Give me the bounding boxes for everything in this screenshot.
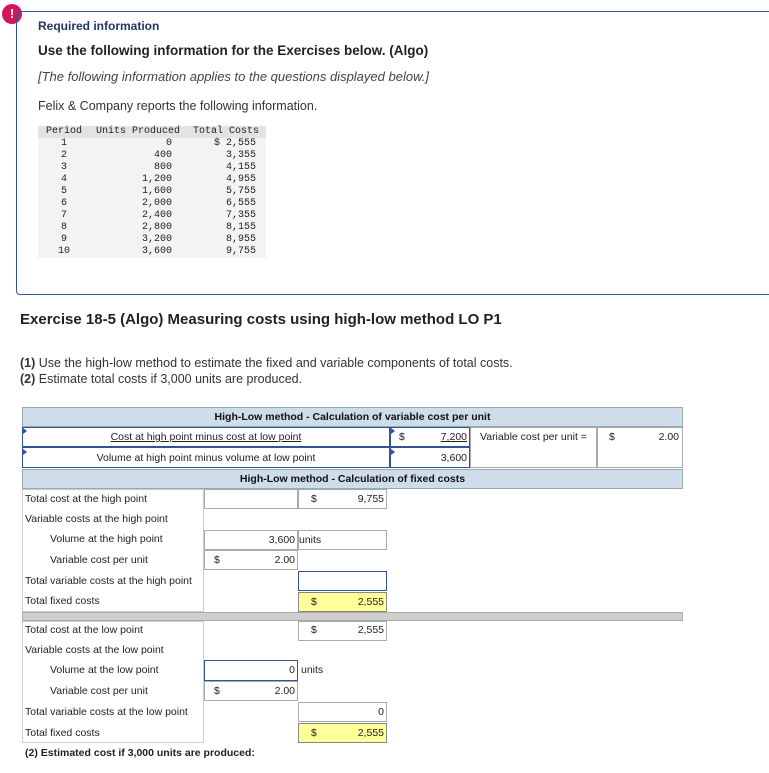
info-text: Felix & Company reports the following information. bbox=[38, 99, 318, 113]
high-volume-label: Volume at the high point bbox=[50, 533, 163, 545]
low-total-cost-dollar: $ bbox=[311, 624, 317, 636]
high-vcpu-value: 2.00 bbox=[274, 554, 295, 566]
cell-units: 800 bbox=[90, 162, 186, 174]
header-period: Period bbox=[38, 126, 90, 138]
volume-difference-label: Volume at high point minus volume at low point bbox=[96, 452, 316, 464]
table-row bbox=[38, 138, 266, 150]
table-row bbox=[38, 174, 266, 186]
high-total-variable-label: Total variable costs at the high point bbox=[25, 575, 192, 587]
cost-difference-value: 7,200 bbox=[440, 431, 467, 443]
cost-dollar-sign: $ bbox=[399, 431, 405, 443]
cost-difference-label: Cost at high point minus cost at low point bbox=[110, 431, 302, 443]
high-fixed-costs-value: 2,555 bbox=[357, 596, 384, 608]
cell-units: 2,800 bbox=[90, 222, 186, 234]
high-volume-value: 3,600 bbox=[268, 534, 295, 546]
volume-difference-value: 3,600 bbox=[440, 452, 467, 464]
low-vcpu-label: Variable cost per unit bbox=[50, 685, 148, 697]
cell-units: 2,400 bbox=[90, 210, 186, 222]
header-costs: Total Costs bbox=[186, 126, 266, 138]
cell-flag-icon bbox=[391, 449, 395, 455]
table-row bbox=[38, 162, 266, 174]
high-volume-unit: units bbox=[299, 534, 322, 546]
high-vcpu-dollar: $ bbox=[214, 554, 220, 566]
variable-cost-dollar: $ bbox=[609, 431, 615, 443]
cell-units: 2,000 bbox=[90, 198, 186, 210]
table-row bbox=[38, 246, 266, 258]
cell-costs: $ 2,555 bbox=[186, 138, 266, 150]
high-total-cost-value: 9,755 bbox=[357, 493, 384, 505]
variable-cost-label: Variable cost per unit = bbox=[480, 431, 587, 443]
cell-costs: 9,755 bbox=[186, 246, 266, 258]
low-total-cost-label: Total cost at the low point bbox=[25, 624, 143, 636]
cell-units: 3,200 bbox=[90, 234, 186, 246]
high-total-variable-input[interactable] bbox=[298, 571, 387, 591]
cell-costs: 4,955 bbox=[186, 174, 266, 186]
table-row bbox=[38, 234, 266, 246]
low-vcpu-dollar: $ bbox=[214, 685, 220, 697]
low-fixed-costs-label: Total fixed costs bbox=[25, 727, 100, 739]
period-data-table bbox=[38, 126, 266, 258]
cell-period: 9 bbox=[38, 234, 90, 246]
low-fixed-costs-dollar: $ bbox=[311, 727, 317, 739]
question-1-text: Use the high-low method to estimate the fixed and variable components of total costs. bbox=[38, 356, 513, 370]
cell-period: 6 bbox=[38, 198, 90, 210]
cell-units: 400 bbox=[90, 150, 186, 162]
question-1-number: (1) bbox=[20, 356, 36, 370]
cell-costs: 7,355 bbox=[186, 210, 266, 222]
cell-period: 10 bbox=[38, 246, 90, 258]
low-total-variable-value: 0 bbox=[378, 706, 384, 718]
cell-costs: 6,555 bbox=[186, 198, 266, 210]
high-fixed-costs-dollar: $ bbox=[311, 596, 317, 608]
cell-costs: 4,155 bbox=[186, 162, 266, 174]
info-subtitle: Use the following information for the Exercises below. (Algo) bbox=[38, 43, 429, 58]
high-total-cost-left-box bbox=[204, 489, 298, 509]
table-row bbox=[38, 198, 266, 210]
fixed-cost-header: High-Low method - Calculation of fixed costs bbox=[22, 469, 683, 489]
cell-period: 4 bbox=[38, 174, 90, 186]
low-volume-unit: units bbox=[301, 664, 324, 676]
table-row bbox=[38, 150, 266, 162]
cell-units: 3,600 bbox=[90, 246, 186, 258]
low-volume-value: 0 bbox=[289, 664, 295, 676]
low-total-cost-value: 2,555 bbox=[357, 624, 384, 636]
low-volume-label: Volume at the low point bbox=[50, 664, 159, 676]
cell-period: 5 bbox=[38, 186, 90, 198]
variable-cost-result: 2.00 bbox=[658, 431, 679, 443]
table-header-row bbox=[38, 126, 266, 138]
exercise-title: Exercise 18-5 (Algo) Measuring costs using high-low method LO P1 bbox=[20, 311, 502, 328]
cell-period: 1 bbox=[38, 138, 90, 150]
high-total-cost-label: Total cost at the high point bbox=[25, 493, 147, 505]
cell-period: 2 bbox=[38, 150, 90, 162]
low-vcpu-value: 2.00 bbox=[274, 685, 295, 697]
section-divider bbox=[22, 612, 683, 621]
alert-icon: ! bbox=[2, 4, 22, 24]
cell-units: 0 bbox=[90, 138, 186, 150]
info-note: [The following information applies to the questions displayed below.] bbox=[38, 69, 429, 84]
question-1 bbox=[20, 356, 513, 370]
high-total-cost-dollar: $ bbox=[311, 493, 317, 505]
variable-cost-header: High-Low method - Calculation of variable cost per unit bbox=[22, 407, 683, 427]
cell-units: 1,200 bbox=[90, 174, 186, 186]
low-fixed-costs-value: 2,555 bbox=[357, 727, 384, 739]
cell-period: 3 bbox=[38, 162, 90, 174]
high-fixed-costs-label: Total fixed costs bbox=[25, 595, 100, 607]
cell-costs: 3,355 bbox=[186, 150, 266, 162]
high-vcpu-label: Variable cost per unit bbox=[50, 554, 148, 566]
cell-costs: 8,155 bbox=[186, 222, 266, 234]
cell-costs: 5,755 bbox=[186, 186, 266, 198]
low-total-variable-label: Total variable costs at the low point bbox=[25, 706, 188, 718]
estimate-label: (2) Estimated cost if 3,000 units are produced: bbox=[25, 747, 255, 759]
cell-costs: 8,955 bbox=[186, 234, 266, 246]
required-info-title: Required information bbox=[38, 19, 160, 33]
question-2 bbox=[20, 372, 302, 386]
question-2-text: Estimate total costs if 3,000 units are produced. bbox=[38, 372, 303, 386]
cell-units: 1,600 bbox=[90, 186, 186, 198]
table-row bbox=[38, 210, 266, 222]
cell-period: 7 bbox=[38, 210, 90, 222]
low-variable-costs-label: Variable costs at the low point bbox=[25, 644, 164, 656]
table-row bbox=[38, 186, 266, 198]
cell-period: 8 bbox=[38, 222, 90, 234]
header-units: Units Produced bbox=[90, 126, 186, 138]
cell-flag-icon bbox=[391, 428, 395, 434]
question-2-number: (2) bbox=[20, 372, 36, 386]
high-variable-costs-label: Variable costs at the high point bbox=[25, 513, 168, 525]
table-row bbox=[38, 222, 266, 234]
